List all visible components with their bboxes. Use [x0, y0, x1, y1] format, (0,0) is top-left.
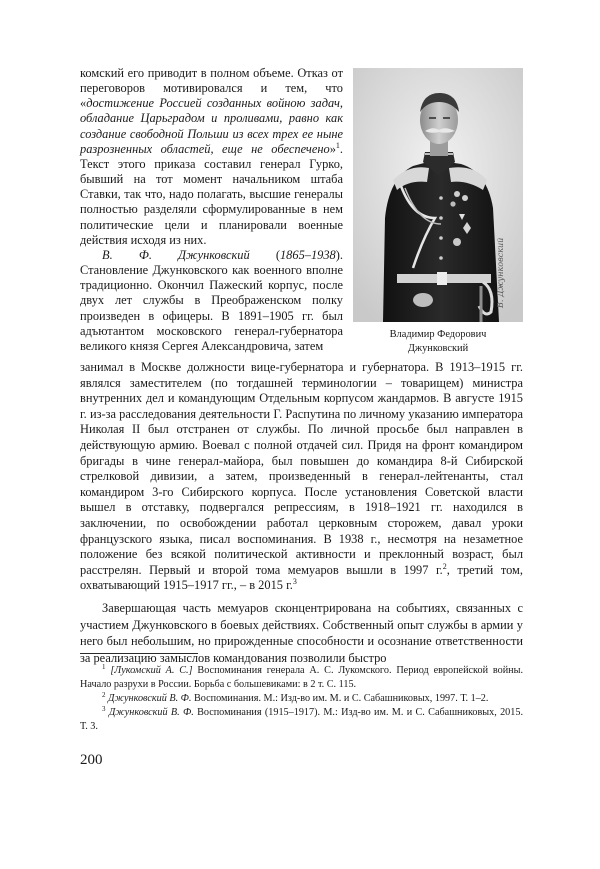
- footnote-text: Воспоминания. М.: Изд-во им. М. и С. Сабашниковых, 1997. Т. 1–2.: [191, 693, 489, 704]
- text-run: ). Становление Джунковского как военного вполне традиционно. Окончил Пажеский корпус, после двух лет службы в Преображенском полку произведен в офицеры. В 1891–1905 гг. был адъютантом московского генерал-губернатора великого князя Сергея Александровича, затем: [80, 247, 343, 353]
- caption-line: Джунковский: [407, 342, 469, 354]
- footnote-ref-3[interactable]: 3: [292, 577, 297, 587]
- footnote-author: Джунковский В. Ф.: [108, 707, 194, 718]
- page-number: 200: [80, 752, 103, 768]
- portrait-figure: [353, 68, 523, 355]
- portrait-photo-icon: [353, 68, 523, 322]
- paragraph-dzhunkovsky-continued: [80, 360, 523, 594]
- footnote-ref-1[interactable]: 1: [335, 140, 340, 150]
- caption-line: Владимир Федорович: [389, 329, 487, 340]
- text-run: . Текст этого приказа составил генерал Гурко, бывший на тот момент начальником штаба Ставки, так что, надо полагать, высшие генералы полностью разделяли сформулированные в нем политические цели и планировали военные действия исходя из них.: [80, 141, 343, 247]
- quote-italic: достижение Россией созданных войною задач, обладание Царьградом и проливами, равно как создание свободной Польши из всех трех ее ныне разрозненных областей, еще не обеспечено: [80, 96, 343, 156]
- footnote-number: 3: [102, 705, 106, 713]
- footnote-number: 2: [102, 691, 106, 699]
- text-run: занимал в Москве должности вице-губернатора и губернатора. В 1913–1915 гг. являлся заместителем (по тогдашней терминологии – товарищем) министра внутренних дел и командующим Отдельным корпусом жандармов. В августе 1915 г. из-за расследования деятельности Г. Распутина по личному указанию императора Николая II был отстранен от службы. По личной просьбе был направлен в действующую армию. Воевал с полной отдачей сил. Придя на фронт командиром бригады в чине генерал-майора, был повышен до командира 8-й Сибирской стрелковой дивизии, а затем, произведенный в генерал-лейтенанты, стал командиром 3-го Сибирского корпуса. После установления Советской власти вышел в отставку, подвергался репрессиям, в 1918–1921 гг. находился в заключении, по освобождении работал церковным сторожем, давал уроки французского языка, писал воспоминания. В 1938 г., несмотря на незаметное положение без всякой политической активности и преклонный возраст, был расстрелян. Первый и второй тома мемуаров вышли в 1997 г.: [80, 360, 523, 577]
- wrapped-text-column: [80, 66, 343, 354]
- main-text-column: [80, 360, 523, 667]
- photo-caption: [353, 328, 523, 355]
- footnote-author: Джунковский В. Ф.: [108, 693, 192, 704]
- text-run: комский его приводит в полном объеме. Отказ от переговоров мотивировался и тем, что «: [80, 66, 343, 111]
- text-run: , третий том, охватывающий 1915–1917 гг., – в 2015 г.: [80, 562, 523, 593]
- text-run: (: [249, 247, 280, 262]
- footnote-ref-2[interactable]: 2: [442, 561, 447, 571]
- paragraph-order-quote: [80, 66, 343, 248]
- footnote-divider: [80, 653, 198, 654]
- paragraph-dzhunkovsky-intro: [80, 248, 343, 354]
- footnote-number: 1: [102, 663, 106, 671]
- photo-signature: В. Джунковский: [496, 237, 505, 308]
- footnote-2: [80, 692, 523, 706]
- footnote-1: [80, 664, 523, 692]
- footnotes: [80, 664, 523, 734]
- footnote-text: Воспоминания (1915–1917). М.: Изд-во им. М. и С. Сабашниковых, 2015. Т. 3.: [80, 707, 524, 732]
- footnote-text: Воспоминания генерала А. С. Лукомского. Период европейской войны. Начало разрухи в России. Борьба с большевиками: в 2 т. С. 115.: [80, 665, 523, 690]
- paragraph-memoirs-final-part: Завершающая часть мемуаров сконцентрирована на событиях, связанных с участием Джунковского в боевых действиях. Собственный опыт службы в армии у него был небольшим, но прирожденные способности и осознание ответственности за реализацию замыслов командования позволили быстро: [80, 600, 523, 666]
- footnote-3: [80, 706, 523, 734]
- footnote-author: [Лукомский А. С.]: [110, 665, 193, 676]
- text-run: »: [329, 141, 336, 156]
- person-years: 1865–1938: [279, 247, 336, 262]
- person-name: В. Ф. Джунковский: [102, 247, 250, 262]
